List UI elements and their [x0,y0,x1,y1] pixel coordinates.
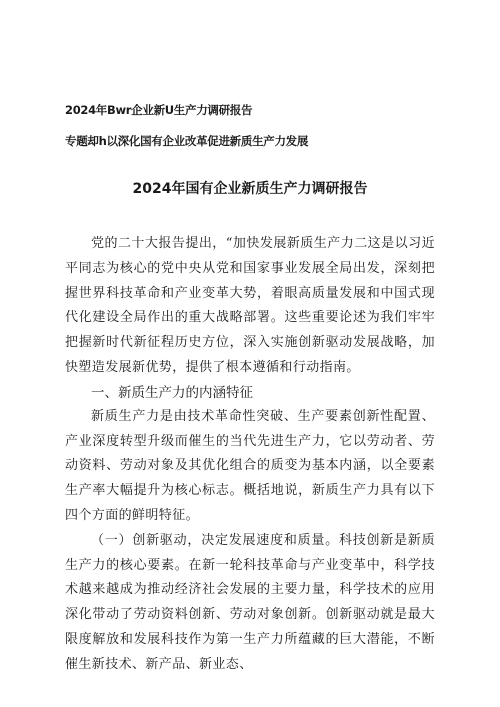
section-heading: 一、新质生产力的内涵特征 [91,384,253,401]
section-paragraph: （一）创新驱动，决定发展速度和质量。科技创新是新质生产力的核心要素。在新一轮科技革命与产业变革中，科学技术越来越成为推动经济社会发展的主要力量，科学技术的应用深化带动了劳动资料创新、劳动对象创新。创新驱动就是最大限度解放和发展科技作为第一生产力所蕴藏的巨大潜能，不断催生新技术、新产品、新业态、 [65,532,435,672]
document-body [65,232,435,678]
document-title: 2024年国有企业新质生产力调研报告 [132,181,368,197]
section-paragraph: 新质生产力是由技术革命性突破、生产要素创新性配置、产业深度转型升级而催生的当代先进生产力，它以劳动者、劳动资料、劳动对象及其优化组合的质变为基本内涵，以全要素生产率大幅提升为核心标志。概括地说，新质生产力具有以下四个方面的鲜明特征。 [65,408,435,523]
header-line-1: 2024年Bwr企业新U生产力调研报告 [65,103,253,117]
intro-paragraph: 党的二十大报告提出，“加快发展新质生产力二这是以习近平同志为核心的党中央从党和国家事业发展全局出发，深刻把握世界科技革命和产业变革大势，着眼高质量发展和中国式现代化建设全局作出的重大战略部署。这些重要论述为我们牢牢把握新时代新征程历史方位，深入实施创新驱动发展战略，加快塑造发展新优势，提供了根本遵循和行动指南。 [65,236,435,375]
header-line-2: 专题却h以深化国有企业改革促进新质生产力发展 [65,134,309,148]
